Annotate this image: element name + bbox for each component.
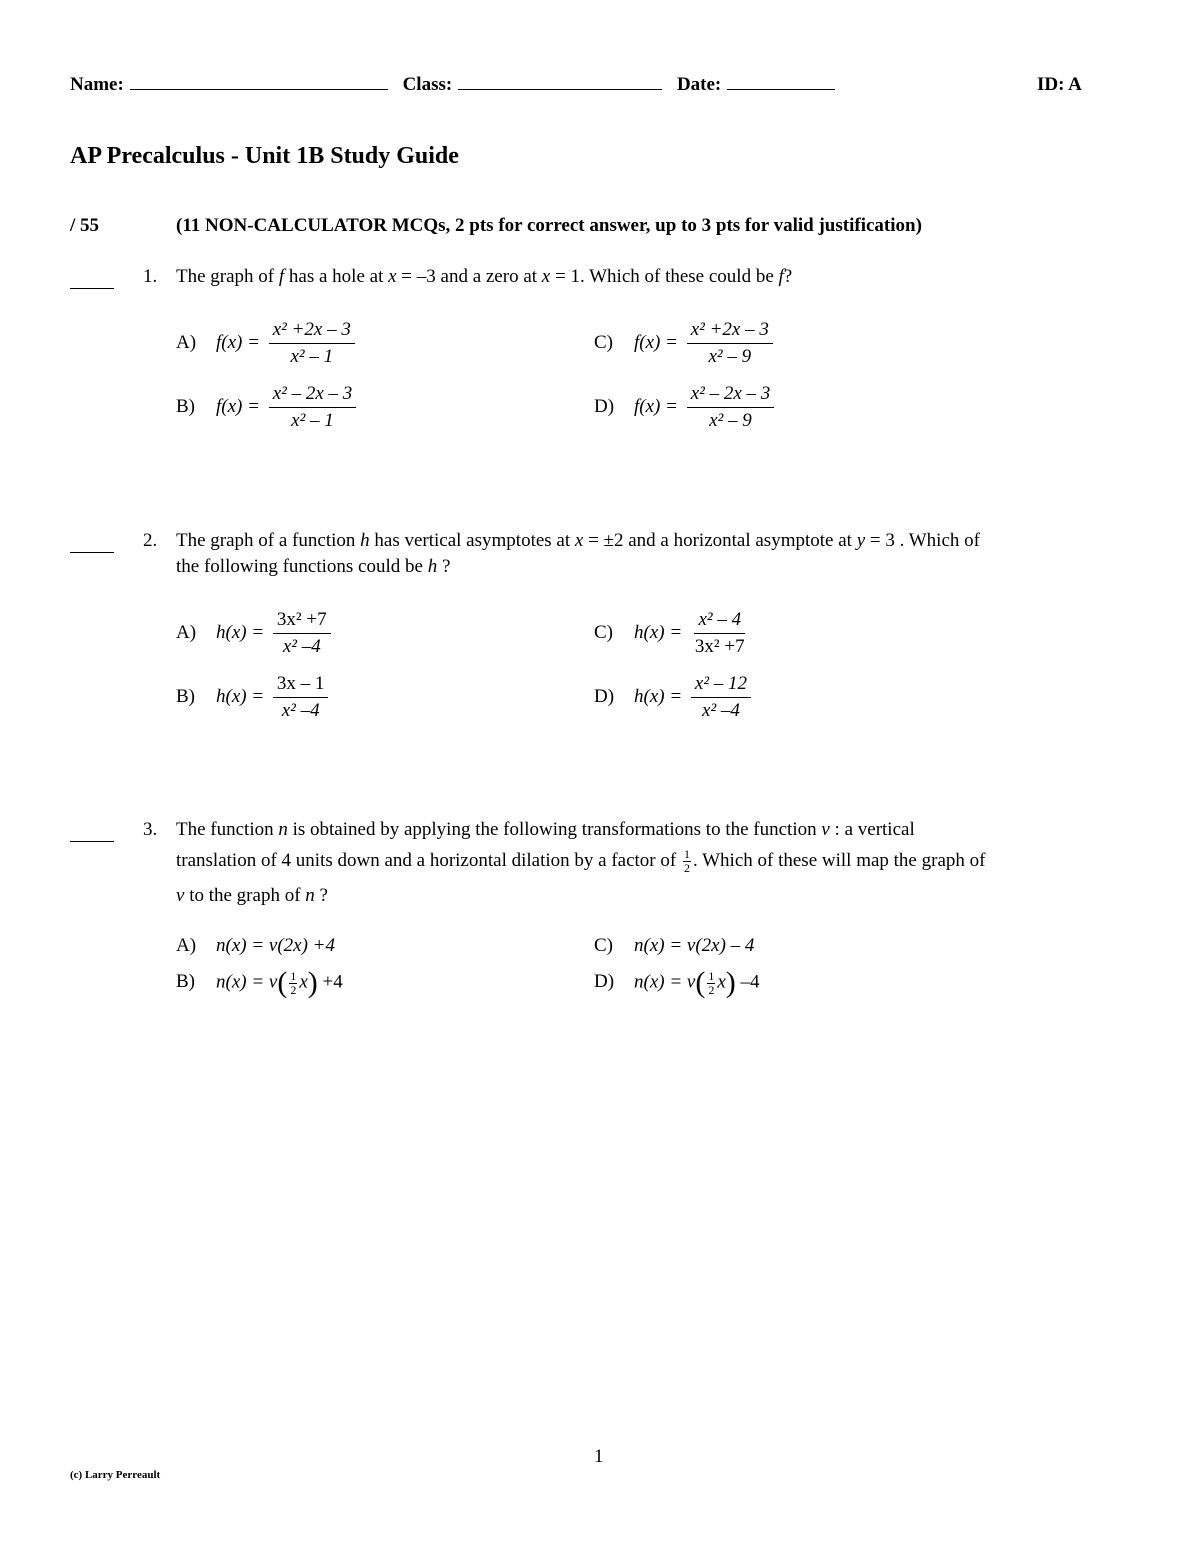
numerator: x² +2x – 3 <box>269 318 355 344</box>
fraction-one-half <box>289 970 297 997</box>
fraction <box>687 382 775 433</box>
option-expression: n(x) = v <box>634 971 696 993</box>
numerator: x² – 12 <box>691 672 751 698</box>
fraction <box>687 318 773 369</box>
stem-text: = –3 and a zero at <box>396 266 542 287</box>
stem-text: = ±2 and a horizontal asymptote at <box>583 530 857 551</box>
right-paren: ) <box>725 966 736 999</box>
option-3d[interactable] <box>594 966 760 1000</box>
option-1a[interactable] <box>176 318 355 369</box>
question-number: 3. <box>143 819 158 840</box>
stem-text: = 1. Which of these could be <box>550 266 779 287</box>
fraction <box>273 608 331 659</box>
fraction-one-half <box>683 848 691 875</box>
math-variable: h <box>360 530 370 551</box>
math-variable: v <box>176 885 185 906</box>
variable: x <box>717 971 726 993</box>
fraction <box>269 318 355 369</box>
denominator: 2 <box>708 982 715 997</box>
option-letter: C) <box>594 621 613 643</box>
fraction-one-half <box>707 970 715 997</box>
option-lhs: f(x) = <box>634 331 678 353</box>
denominator: x² –4 <box>282 636 321 657</box>
numerator: 3x² +7 <box>273 608 331 634</box>
stem-text: has a hole at <box>284 266 389 287</box>
stem-text: translation of 4 units down and a horizontal dilation by a factor of <box>176 850 681 871</box>
numerator: 1 <box>683 847 690 862</box>
denominator: 2 <box>290 982 297 997</box>
left-paren: ( <box>277 966 288 999</box>
option-letter: D) <box>594 685 615 707</box>
question-stem-line <box>176 554 450 580</box>
variable: x <box>299 971 308 993</box>
question-stem-line <box>176 848 985 875</box>
right-paren: ) <box>307 966 318 999</box>
name-blank[interactable] <box>130 88 388 90</box>
question-stem <box>176 264 792 290</box>
math-variable: x <box>541 266 551 287</box>
stem-text: ? <box>437 556 451 577</box>
stem-text: . Which of these will map the graph of <box>692 850 986 871</box>
option-3a[interactable] <box>176 935 335 957</box>
option-letter: C) <box>594 331 613 353</box>
math-variable: x <box>574 530 584 551</box>
option-1b[interactable] <box>176 382 356 433</box>
numerator: x² +2x – 3 <box>687 318 773 344</box>
instructions: (11 NON-CALCULATOR MCQs, 2 pts for correct answer, up to 3 pts for valid justification) <box>176 215 922 236</box>
option-expression: n(x) = v <box>216 971 278 993</box>
option-expression: n(x) = v(2x) +4 <box>216 935 336 956</box>
answer-blank-3[interactable] <box>70 841 114 842</box>
numerator: 1 <box>290 968 297 983</box>
stem-text: has vertical asymptotes at <box>369 530 575 551</box>
denominator: x² – 1 <box>291 410 334 431</box>
stem-text: : a vertical <box>829 819 915 840</box>
denominator: 3x² +7 <box>694 636 745 657</box>
question-number: 2. <box>143 530 158 551</box>
option-letter: D) <box>594 395 615 417</box>
class-blank[interactable] <box>458 88 662 90</box>
total-score: / 55 <box>70 215 100 236</box>
stem-text: the following functions could be <box>176 556 428 577</box>
denominator: x² –4 <box>702 700 740 721</box>
fraction <box>273 672 329 723</box>
page-number: 1 <box>594 1446 604 1467</box>
numerator: x² – 2x – 3 <box>269 382 357 408</box>
option-letter: B) <box>176 971 195 993</box>
stem-text: The graph of <box>176 266 279 287</box>
denominator: 2 <box>683 861 690 876</box>
left-paren: ( <box>695 966 706 999</box>
question-number: 1. <box>143 266 158 287</box>
answer-blank-1[interactable] <box>70 288 114 289</box>
fraction <box>269 382 357 433</box>
option-lhs: f(x) = <box>216 395 260 417</box>
option-lhs: h(x) = <box>216 685 265 707</box>
fraction <box>691 608 749 659</box>
answer-blank-2[interactable] <box>70 552 114 553</box>
option-lhs: h(x) = <box>634 621 683 643</box>
numerator: 3x – 1 <box>273 672 329 698</box>
fraction <box>691 672 751 723</box>
option-2b[interactable] <box>176 672 328 723</box>
question-stem-line <box>176 528 980 554</box>
numerator: x² – 4 <box>694 608 745 634</box>
stem-text: The graph of a function <box>176 530 361 551</box>
stem-text: The function <box>176 819 279 840</box>
option-letter: C) <box>594 935 613 956</box>
option-1c[interactable] <box>594 318 773 369</box>
math-variable: x <box>388 266 397 287</box>
numerator: x² – 2x – 3 <box>687 382 775 408</box>
stem-text: is obtained by applying the following transformations to the function <box>287 819 822 840</box>
header-row <box>70 74 835 96</box>
class-label: Class: <box>402 74 453 95</box>
option-1d[interactable] <box>594 382 774 433</box>
option-expression-tail: –4 <box>735 971 760 993</box>
math-variable: f <box>278 266 285 287</box>
option-lhs: h(x) = <box>216 621 265 643</box>
option-letter: B) <box>176 685 195 707</box>
math-variable: f <box>778 266 784 287</box>
copyright-footer: (c) Larry Perreault <box>70 1469 161 1481</box>
option-2d[interactable] <box>594 672 751 723</box>
date-label: Date: <box>676 74 722 95</box>
math-variable: v <box>821 819 830 840</box>
denominator: x² –4 <box>281 700 320 721</box>
denominator: x² – 1 <box>290 346 334 367</box>
stem-text: ? <box>314 885 328 906</box>
question-stem-line <box>176 817 915 843</box>
id-label: ID: A <box>1037 74 1082 95</box>
math-variable: h <box>427 556 438 577</box>
option-expression: n(x) = v(2x) – 4 <box>634 935 755 956</box>
option-lhs: f(x) = <box>216 331 260 353</box>
option-lhs: f(x) = <box>634 395 678 417</box>
option-2a[interactable] <box>176 608 331 659</box>
math-variable: y <box>856 530 866 551</box>
page-title: AP Precalculus - Unit 1B Study Guide <box>70 143 459 169</box>
option-letter: D) <box>594 971 615 993</box>
option-lhs: h(x) = <box>634 685 683 707</box>
numerator: 1 <box>708 968 715 983</box>
date-blank[interactable] <box>727 88 835 90</box>
option-3b[interactable] <box>176 966 343 1000</box>
stem-text: ? <box>783 266 793 287</box>
math-variable: n <box>305 885 315 906</box>
question-stem-line <box>176 883 328 909</box>
option-2c[interactable] <box>594 608 749 659</box>
option-letter: B) <box>176 395 195 417</box>
stem-text: to the graph of <box>184 885 306 906</box>
denominator: x² – 9 <box>709 410 752 431</box>
math-variable: n <box>278 819 288 840</box>
option-3c[interactable] <box>594 935 754 957</box>
stem-text: = 3 . Which of <box>865 530 980 551</box>
option-expression-tail: +4 <box>317 971 343 993</box>
option-letter: A) <box>176 331 197 353</box>
option-letter: A) <box>176 935 197 956</box>
option-letter: A) <box>176 621 197 643</box>
denominator: x² – 9 <box>708 346 752 367</box>
name-label: Name: <box>70 74 124 95</box>
